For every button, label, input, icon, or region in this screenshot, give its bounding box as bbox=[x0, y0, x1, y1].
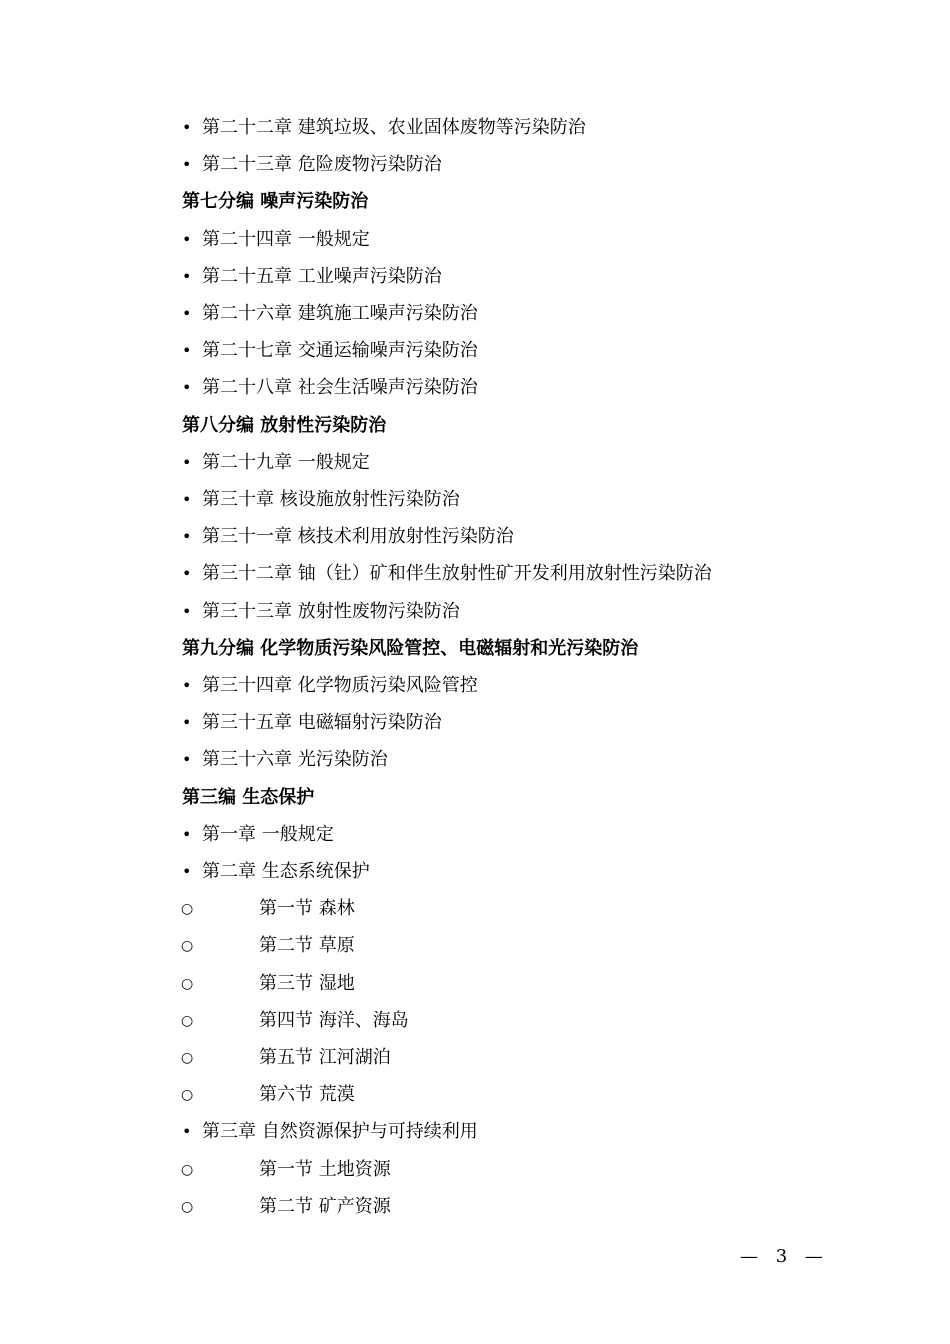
bullet-dot-icon: • bbox=[182, 713, 192, 733]
bullet-dot-icon: • bbox=[182, 266, 192, 286]
page-number: — 3 — bbox=[740, 1246, 829, 1267]
chapter-title: 第一章 一般规定 bbox=[202, 823, 334, 845]
bullet-circle-icon: ○ bbox=[181, 938, 194, 955]
part-heading: 第七分编 噪声污染防治 bbox=[182, 191, 369, 213]
bullet-dot-icon: • bbox=[182, 452, 192, 472]
chapter-title: 第三十六章 光污染防治 bbox=[202, 749, 388, 771]
section-title: 第一节 森林 bbox=[259, 898, 355, 920]
section-title: 第六节 荒漠 bbox=[259, 1084, 355, 1106]
bullet-circle-icon: ○ bbox=[181, 1198, 194, 1215]
chapter-title: 第二十九章 一般规定 bbox=[202, 451, 370, 473]
chapter-title: 第二十七章 交通运输噪声污染防治 bbox=[202, 340, 478, 362]
bullet-circle-icon: ○ bbox=[181, 1161, 194, 1178]
bullet-circle-icon: ○ bbox=[181, 1012, 194, 1029]
bullet-dot-icon: • bbox=[182, 490, 192, 509]
bullet-dot-icon: • bbox=[182, 118, 192, 137]
chapter-title: 第二十四章 一般规定 bbox=[202, 228, 370, 250]
bullet-dot-icon: • bbox=[182, 862, 192, 881]
chapter-title: 第二章 生态系统保护 bbox=[202, 861, 370, 882]
part-heading: 第九分编 化学物质污染风险管控、电磁辐射和光污染防治 bbox=[182, 637, 639, 659]
bullet-dot-icon: • bbox=[182, 676, 192, 695]
part-heading: 第三编 生态保护 bbox=[182, 786, 315, 808]
chapter-title: 第三十二章 铀（钍）矿和伴生放射性矿开发利用放射性污染防治 bbox=[202, 563, 712, 585]
chapter-title: 第二十二章 建筑垃圾、农业固体废物等污染防治 bbox=[202, 117, 586, 138]
chapter-title: 第三十一章 核技术利用放射性污染防治 bbox=[202, 526, 514, 548]
bullet-dot-icon: • bbox=[182, 750, 192, 770]
bullet-dot-icon: • bbox=[182, 378, 192, 398]
bullet-dot-icon: • bbox=[182, 304, 192, 323]
chapter-title: 第三章 自然资源保护与可持续利用 bbox=[202, 1121, 478, 1143]
chapter-title: 第三十四章 化学物质污染风险管控 bbox=[202, 675, 478, 696]
part-heading: 第八分编 放射性污染防治 bbox=[182, 414, 387, 436]
bullet-dot-icon: • bbox=[182, 155, 192, 175]
chapter-title: 第二十六章 建筑施工噪声污染防治 bbox=[202, 303, 478, 324]
bullet-dot-icon: • bbox=[182, 229, 192, 249]
section-title: 第一节 土地资源 bbox=[259, 1158, 391, 1180]
section-title: 第五节 江河湖泊 bbox=[259, 1047, 391, 1068]
chapter-title: 第二十五章 工业噪声污染防治 bbox=[202, 265, 442, 287]
chapter-title: 第三十章 核设施放射性污染防治 bbox=[202, 489, 460, 510]
bullet-circle-icon: ○ bbox=[181, 1087, 194, 1104]
bullet-circle-icon: ○ bbox=[181, 975, 194, 992]
bullet-dot-icon: • bbox=[182, 824, 192, 844]
bullet-dot-icon: • bbox=[182, 564, 192, 584]
chapter-title: 第二十三章 危险废物污染防治 bbox=[202, 154, 442, 176]
chapter-title: 第三十三章 放射性废物污染防治 bbox=[202, 600, 460, 622]
bullet-circle-icon: ○ bbox=[181, 1050, 194, 1066]
section-title: 第三节 湿地 bbox=[259, 972, 355, 994]
bullet-dot-icon: • bbox=[182, 527, 192, 547]
bullet-dot-icon: • bbox=[182, 1122, 192, 1142]
section-title: 第二节 草原 bbox=[259, 935, 355, 957]
chapter-title: 第二十八章 社会生活噪声污染防治 bbox=[202, 377, 478, 399]
bullet-circle-icon: ○ bbox=[181, 901, 194, 918]
bullet-dot-icon: • bbox=[182, 601, 192, 621]
section-title: 第二节 矿产资源 bbox=[259, 1195, 391, 1217]
chapter-title: 第三十五章 电磁辐射污染防治 bbox=[202, 712, 442, 734]
section-title: 第四节 海洋、海岛 bbox=[259, 1009, 409, 1031]
bullet-dot-icon: • bbox=[182, 341, 192, 361]
